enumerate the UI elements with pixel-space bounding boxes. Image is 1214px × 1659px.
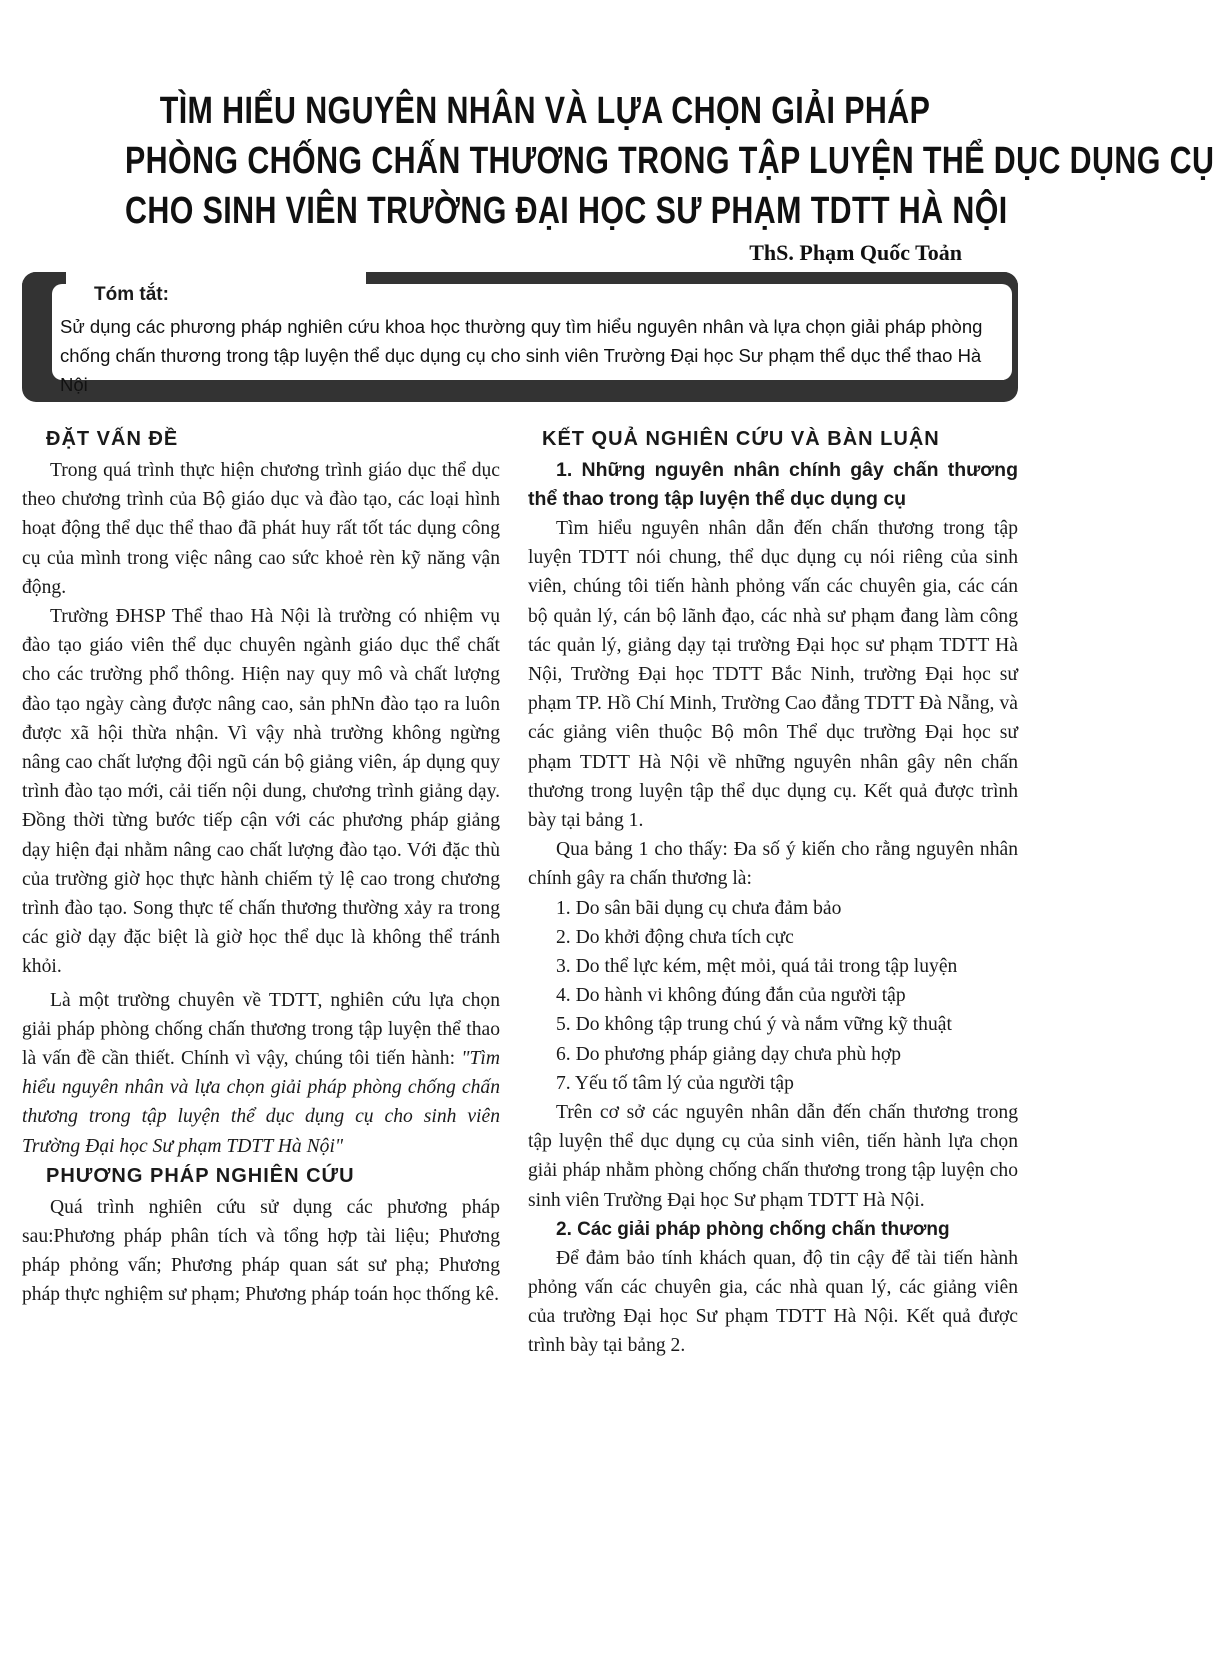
- author: ThS. Phạm Quốc Toản: [749, 240, 962, 265]
- list-item: 4. Do hành vi không đúng đắn của người tập: [556, 985, 906, 1007]
- list-item: 3. Do thể lực kém, mệt mỏi, quá tải trong tập luyện: [556, 956, 958, 978]
- paragraph: Quá trình nghiên cứu sử dụng các phương pháp sau:Phương pháp phân tích và tổng hợp tài liệu; Phương pháp phỏng vấn; Phương pháp quan sát sư phạ; Phương pháp thực nghiệm sư phạm; Phương pháp toán học thống kê.: [22, 1196, 500, 1306]
- abstract-box: [22, 272, 1018, 412]
- paragraph-quote: "Tìm hiểu nguyên nhân và lựa chọn giải pháp phòng chống chấn thương trong tập luyện thể dục dụng cụ cho sinh viên Trường Đại học Sư phạm TDTT Hà Nội": [22, 1048, 500, 1157]
- section-heading-results: KẾT QUẢ NGHIÊN CỨU VÀ BÀN LUẬN: [542, 428, 940, 450]
- list-item: 6. Do phương pháp giảng dạy chưa phù hợp: [556, 1043, 902, 1065]
- subsection-heading-solutions: 2. Các giải pháp phòng chống chấn thương: [556, 1218, 950, 1240]
- paragraph: Qua bảng 1 cho thấy: Đa số ý kiến cho rằng nguyên nhân chính gây ra chấn thương là:: [528, 839, 1018, 890]
- paragraph: Tìm hiểu nguyên nhân dẫn đến chấn thương trong tập luyện TDTT nói chung, thể dục dụng cụ nói riêng của sinh viên, chúng tôi tiến hành phỏng vấn các chuyên gia, các cán bộ quản lý, cán bộ lãnh đạo, các nhà sư phạm đang làm công tác quản lý, giảng dạy tại trường Đại học sư phạm TDTT Hà Nội, Trường Đại học TDTT Bắc Ninh, trường Đại học sư phạm TP. Hồ Chí Minh, Trường Cao đẳng TDTT Đà Nẵng, và các giảng viên thuộc Bộ môn Thể dục trường Đại học sư phạm TDTT Hà Nội về những nguyên nhân gây nên chấn thương trong luyện tập thể dục dụng cụ. Kết quả được trình bày tại bảng 1.: [528, 518, 1018, 832]
- paragraph: Trường ĐHSP Thể thao Hà Nội là trường có nhiệm vụ đào tạo giáo viên thể dục chuyên ngành giáo dục thể chất cho các trường phổ thông. Hiện nay quy mô và chất lượng đào tạo ngày càng được nâng cao, sản phNn đào tạo ra luôn được xã hội thừa nhận. Vì vậy nhà trường không ngừng nâng cao chất lượng đội ngũ cán bộ giảng viên, áp dụng quy trình đào tạo mới, cải tiến nội dung, chương trình giảng dạy. Đồng thời từng bước tiếp cận với các phương pháp giảng dạy hiện đại nhằm nâng cao chất lượng đào tạo. Với đặc thù của trường giờ học thực hành chiếm tỷ lệ cao trong chương trình đào tạo. Song thực tế chấn thương thường xảy ra trong các giờ dạy đặc biệt là giờ học thể dục là không thể tránh khỏi.: [22, 606, 500, 978]
- left-column: [22, 424, 500, 1310]
- paragraph: Trên cơ sở các nguyên nhân dẫn đến chấn thương trong tập luyện thể dục dụng cụ của sinh viên, tiến hành lựa chọn giải pháp nhằm phòng chống chấn thương trong tập luyện cho sinh viên Trường Đại học Sư phạm TDTT Hà Nội.: [528, 1102, 1018, 1211]
- section-heading-intro: ĐẶT VẤN ĐỀ: [46, 428, 179, 450]
- abstract-text: Sử dụng các phương pháp nghiên cứu khoa học thường quy tìm hiểu nguyên nhân và lựa chọn giải pháp phòng chống chấn thương trong tập luyện thể dục dụng cụ cho sinh viên Trường Đại học Sư phạm thể dục thể thao Hà Nội: [60, 316, 983, 395]
- title-line-3: CHO SINH VIÊN TRƯỜNG ĐẠI HỌC SƯ PHẠM TDTT HÀ NỘI: [125, 190, 1008, 232]
- paragraph: Để đảm bảo tính khách quan, độ tin cậy để tài tiến hành phỏng vấn các chuyên gia, các nhà quan lý, các giảng viên của trường Đại học Sư phạm TDTT Hà Nội. Kết quả được trình bày tại bảng 2.: [528, 1247, 1018, 1357]
- list-item: 7. Yếu tố tâm lý của người tập: [556, 1072, 794, 1094]
- paragraph: Trong quá trình thực hiện chương trình giáo dục thể dục theo chương trình của Bộ giáo dục và đào tạo, các loại hình hoạt động thể dục thể thao đã phát huy rất tốt tác dụng công cụ của mình trong việc nâng cao sức khoẻ rèn kỹ năng vận động.: [22, 460, 500, 598]
- abstract-label: Tóm tắt:: [94, 284, 169, 305]
- list-item: 2. Do khởi động chưa tích cực: [556, 926, 794, 948]
- right-column: [528, 424, 1018, 1361]
- list-item: 1. Do sân bãi dụng cụ chưa đảm bảo: [556, 897, 842, 919]
- section-heading-methods: PHƯƠNG PHÁP NGHIÊN CỨU: [46, 1164, 355, 1187]
- paragraph: [22, 986, 500, 1161]
- title-line-1: TÌM HIỂU NGUYÊN NHÂN VÀ LỰA CHỌN GIẢI PHÁP: [159, 90, 931, 132]
- subsection-heading-causes: 1. Những nguyên nhân chính gây chấn thương thể thao trong tập luyện thể dục dụng cụ: [528, 459, 1018, 510]
- list-item: 5. Do không tập trung chú ý và nắm vững kỹ thuật: [556, 1014, 952, 1036]
- title-line-2: PHÒNG CHỐNG CHẤN THƯƠNG TRONG TẬP LUYỆN THỂ DỤC DỤNG CỤ: [125, 140, 1214, 182]
- article-title: [125, 86, 1214, 236]
- paragraph-text: Là một trường chuyên về TDTT, nghiên cứu lựa chọn giải pháp phòng chống chấn thương trong tập luyện thể thao là vấn đề cần thiết. Chính vì vậy, chúng tôi tiến hành:: [22, 989, 500, 1070]
